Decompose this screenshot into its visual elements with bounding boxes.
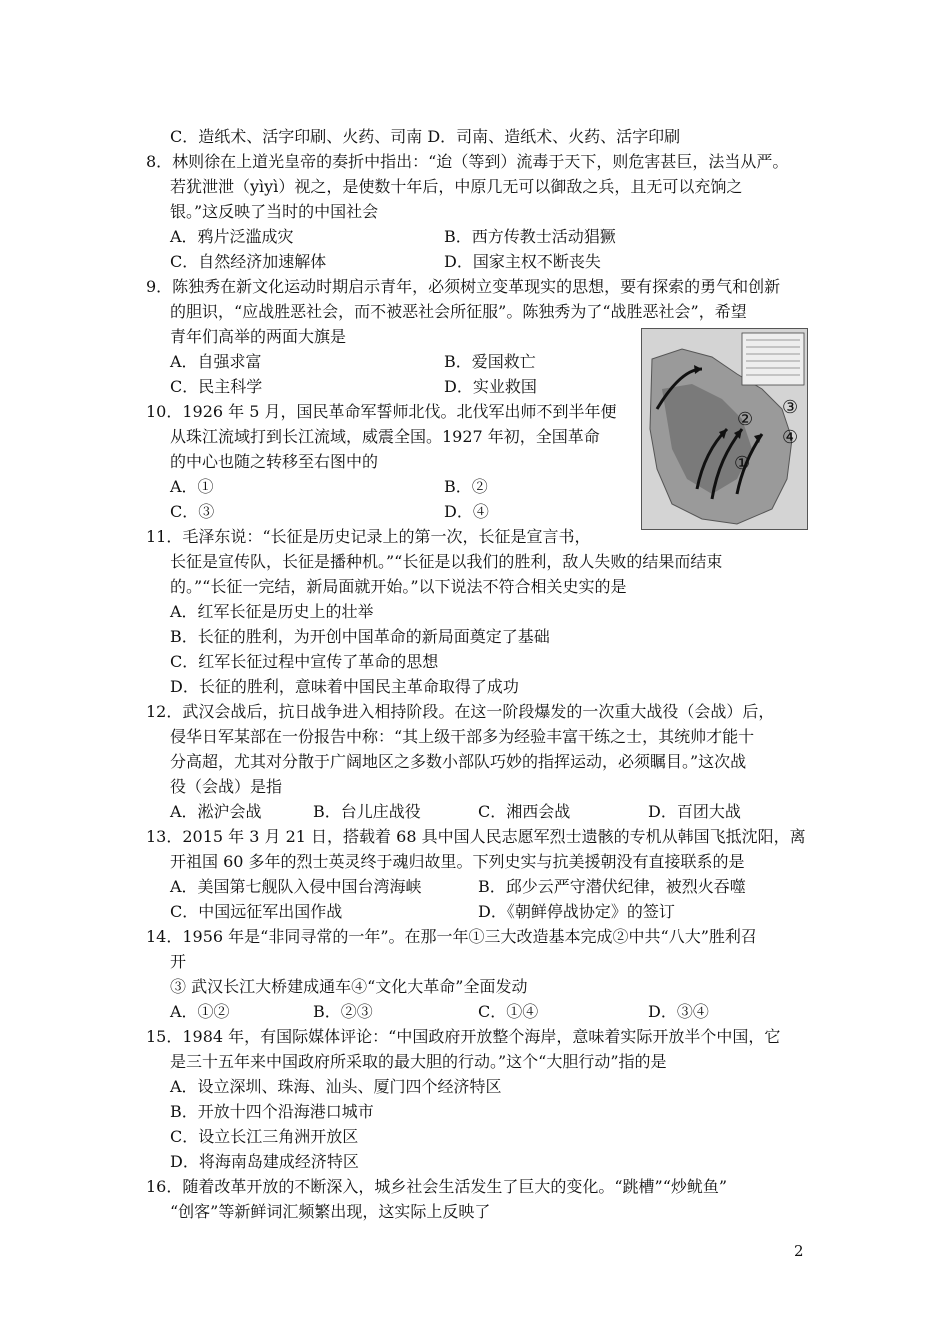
text-line: B．长征的胜利，为开创中国革命的新局面奠定了基础 bbox=[170, 627, 550, 646]
text-line: A．①② bbox=[170, 1002, 230, 1021]
text-line: B．西方传教士活动猖獗 bbox=[444, 227, 616, 246]
text-line: 10．1926 年 5 月，国民革命军誓师北伐。北伐军出师不到半年便 bbox=[146, 402, 617, 421]
text-line: 侵华日军某部在一份报告中称：“其上级干部多为经验丰富干练之士，其统帅才能十 bbox=[170, 727, 755, 746]
text-line: 的胆识，“应战胜恶社会，而不被恶社会所征服”。陈独秀为了“战胜恶社会”，希望 bbox=[170, 302, 747, 321]
text-line: D．③④ bbox=[648, 1002, 709, 1021]
text-line: B．② bbox=[444, 477, 488, 496]
text-line: 8．林则徐在上道光皇帝的奏折中指出：“迨（等到）流毒于天下，则危害甚巨，法当从严。 bbox=[146, 152, 789, 171]
text-line: D．将海南岛建成经济特区 bbox=[170, 1152, 359, 1171]
page-number: 2 bbox=[794, 1242, 804, 1260]
northern-expedition-map bbox=[641, 328, 808, 530]
text-line: B．台儿庄战役 bbox=[313, 802, 421, 821]
text-line: C．湘西会战 bbox=[478, 802, 571, 821]
text-line: 若犹泄泄（yìyì）视之，是使数十年后，中原几无可以御敌之兵，且无可以充饷之 bbox=[170, 177, 743, 196]
map-marker-3: ③ bbox=[782, 397, 799, 418]
text-line: C．自然经济加速解体 bbox=[170, 252, 327, 271]
text-line: C．设立长江三角洲开放区 bbox=[170, 1127, 359, 1146]
text-line: ③ 武汉长江大桥建成通车④“文化大革命”全面发动 bbox=[170, 977, 528, 996]
text-line: B．爱国救亡 bbox=[444, 352, 536, 371]
text-line: A．淞沪会战 bbox=[170, 802, 262, 821]
map-marker-1: ① bbox=[734, 453, 751, 474]
map-marker-4: ④ bbox=[782, 427, 799, 448]
text-line: C．红军长征过程中宣传了革命的思想 bbox=[170, 652, 439, 671]
text-line: A．设立深圳、珠海、汕头、厦门四个经济特区 bbox=[170, 1077, 502, 1096]
text-line: C．造纸术、活字印刷、火药、司南 D．司南、造纸术、火药、活字印刷 bbox=[170, 127, 681, 146]
text-line: C．③ bbox=[170, 502, 215, 521]
text-line: B．开放十四个沿海港口城市 bbox=[170, 1102, 374, 1121]
text-line: D．实业救国 bbox=[444, 377, 537, 396]
text-line: D．《朝鲜停战协定》的签订 bbox=[478, 902, 675, 921]
text-line: 16．随着改革开放的不断深入，城乡社会生活发生了巨大的变化。“跳槽”“炒鱿鱼” bbox=[146, 1177, 728, 1196]
text-line: “创客”等新鲜词汇频繁出现，这实际上反映了 bbox=[170, 1202, 491, 1221]
text-line: 分高超，尤其对分散于广阔地区之多数小部队巧妙的指挥运动，必须瞩目。”这次战 bbox=[170, 752, 747, 771]
text-line: C．中国远征军出国作战 bbox=[170, 902, 343, 921]
text-line: 11．毛泽东说：“长征是历史记录上的第一次，长征是宣言书， bbox=[146, 527, 591, 546]
text-line: 青年们高举的两面大旗是 bbox=[170, 327, 347, 346]
text-line: D．百团大战 bbox=[648, 802, 741, 821]
text-line: 14．1956 年是“非同寻常的一年”。在那一年①三大改造基本完成②中共“八大”胜利召 bbox=[146, 927, 757, 946]
text-line: 15．1984 年，有国际媒体评论：“中国政府开放整个海岸，意味着实际开放半个中国，它 bbox=[146, 1027, 781, 1046]
text-line: 从珠江流域打到长江流域，威震全国。1927 年初，全国革命 bbox=[170, 427, 600, 446]
text-line: A．红军长征是历史上的壮举 bbox=[170, 602, 374, 621]
text-line: 长征是宣传队，长征是播种机。”“长征是以我们的胜利，敌人失败的结果而结束 bbox=[170, 552, 723, 571]
text-line: 是三十五年来中国政府所采取的最大胆的行动。”这个“大胆行动”指的是 bbox=[170, 1052, 667, 1071]
text-line: C．民主科学 bbox=[170, 377, 263, 396]
text-line: 开 bbox=[170, 952, 187, 971]
text-line: 9．陈独秀在新文化运动时期启示青年，必须树立变革现实的思想，要有探索的勇气和创新 bbox=[146, 277, 781, 296]
text-line: A．自强求富 bbox=[170, 352, 262, 371]
text-line: A．鸦片泛滥成灾 bbox=[170, 227, 294, 246]
text-line: D．长征的胜利，意味着中国民主革命取得了成功 bbox=[170, 677, 519, 696]
text-line: 开祖国 60 多年的烈士英灵终于魂归故里。下列史实与抗美援朝没有直接联系的是 bbox=[170, 852, 745, 871]
text-line: 12．武汉会战后，抗日战争进入相持阶段。在这一阶段爆发的一次重大战役（会战）后， bbox=[146, 702, 775, 721]
text-line: 的。”“长征一完结，新局面就开始。”以下说法不符合相关史实的是 bbox=[170, 577, 627, 596]
text-line: 13．2015 年 3 月 21 日，搭载着 68 具中国人民志愿军烈士遗骸的专机从韩国飞抵沈阳，离 bbox=[146, 827, 806, 846]
text-line: B．②③ bbox=[313, 1002, 373, 1021]
map-marker-2: ② bbox=[737, 409, 754, 430]
text-line: 役（会战）是指 bbox=[170, 777, 283, 796]
text-line: 银。”这反映了当时的中国社会 bbox=[170, 202, 379, 221]
text-line: C．①④ bbox=[478, 1002, 539, 1021]
text-line: 的中心也随之转移至右图中的 bbox=[170, 452, 379, 471]
text-line: A．美国第七舰队入侵中国台湾海峡 bbox=[170, 877, 422, 896]
text-line: B．邱少云严守潜伏纪律，被烈火吞噬 bbox=[478, 877, 746, 896]
text-line: D．④ bbox=[444, 502, 489, 521]
text-line: D．国家主权不断丧失 bbox=[444, 252, 601, 271]
text-line: A．① bbox=[170, 477, 214, 496]
